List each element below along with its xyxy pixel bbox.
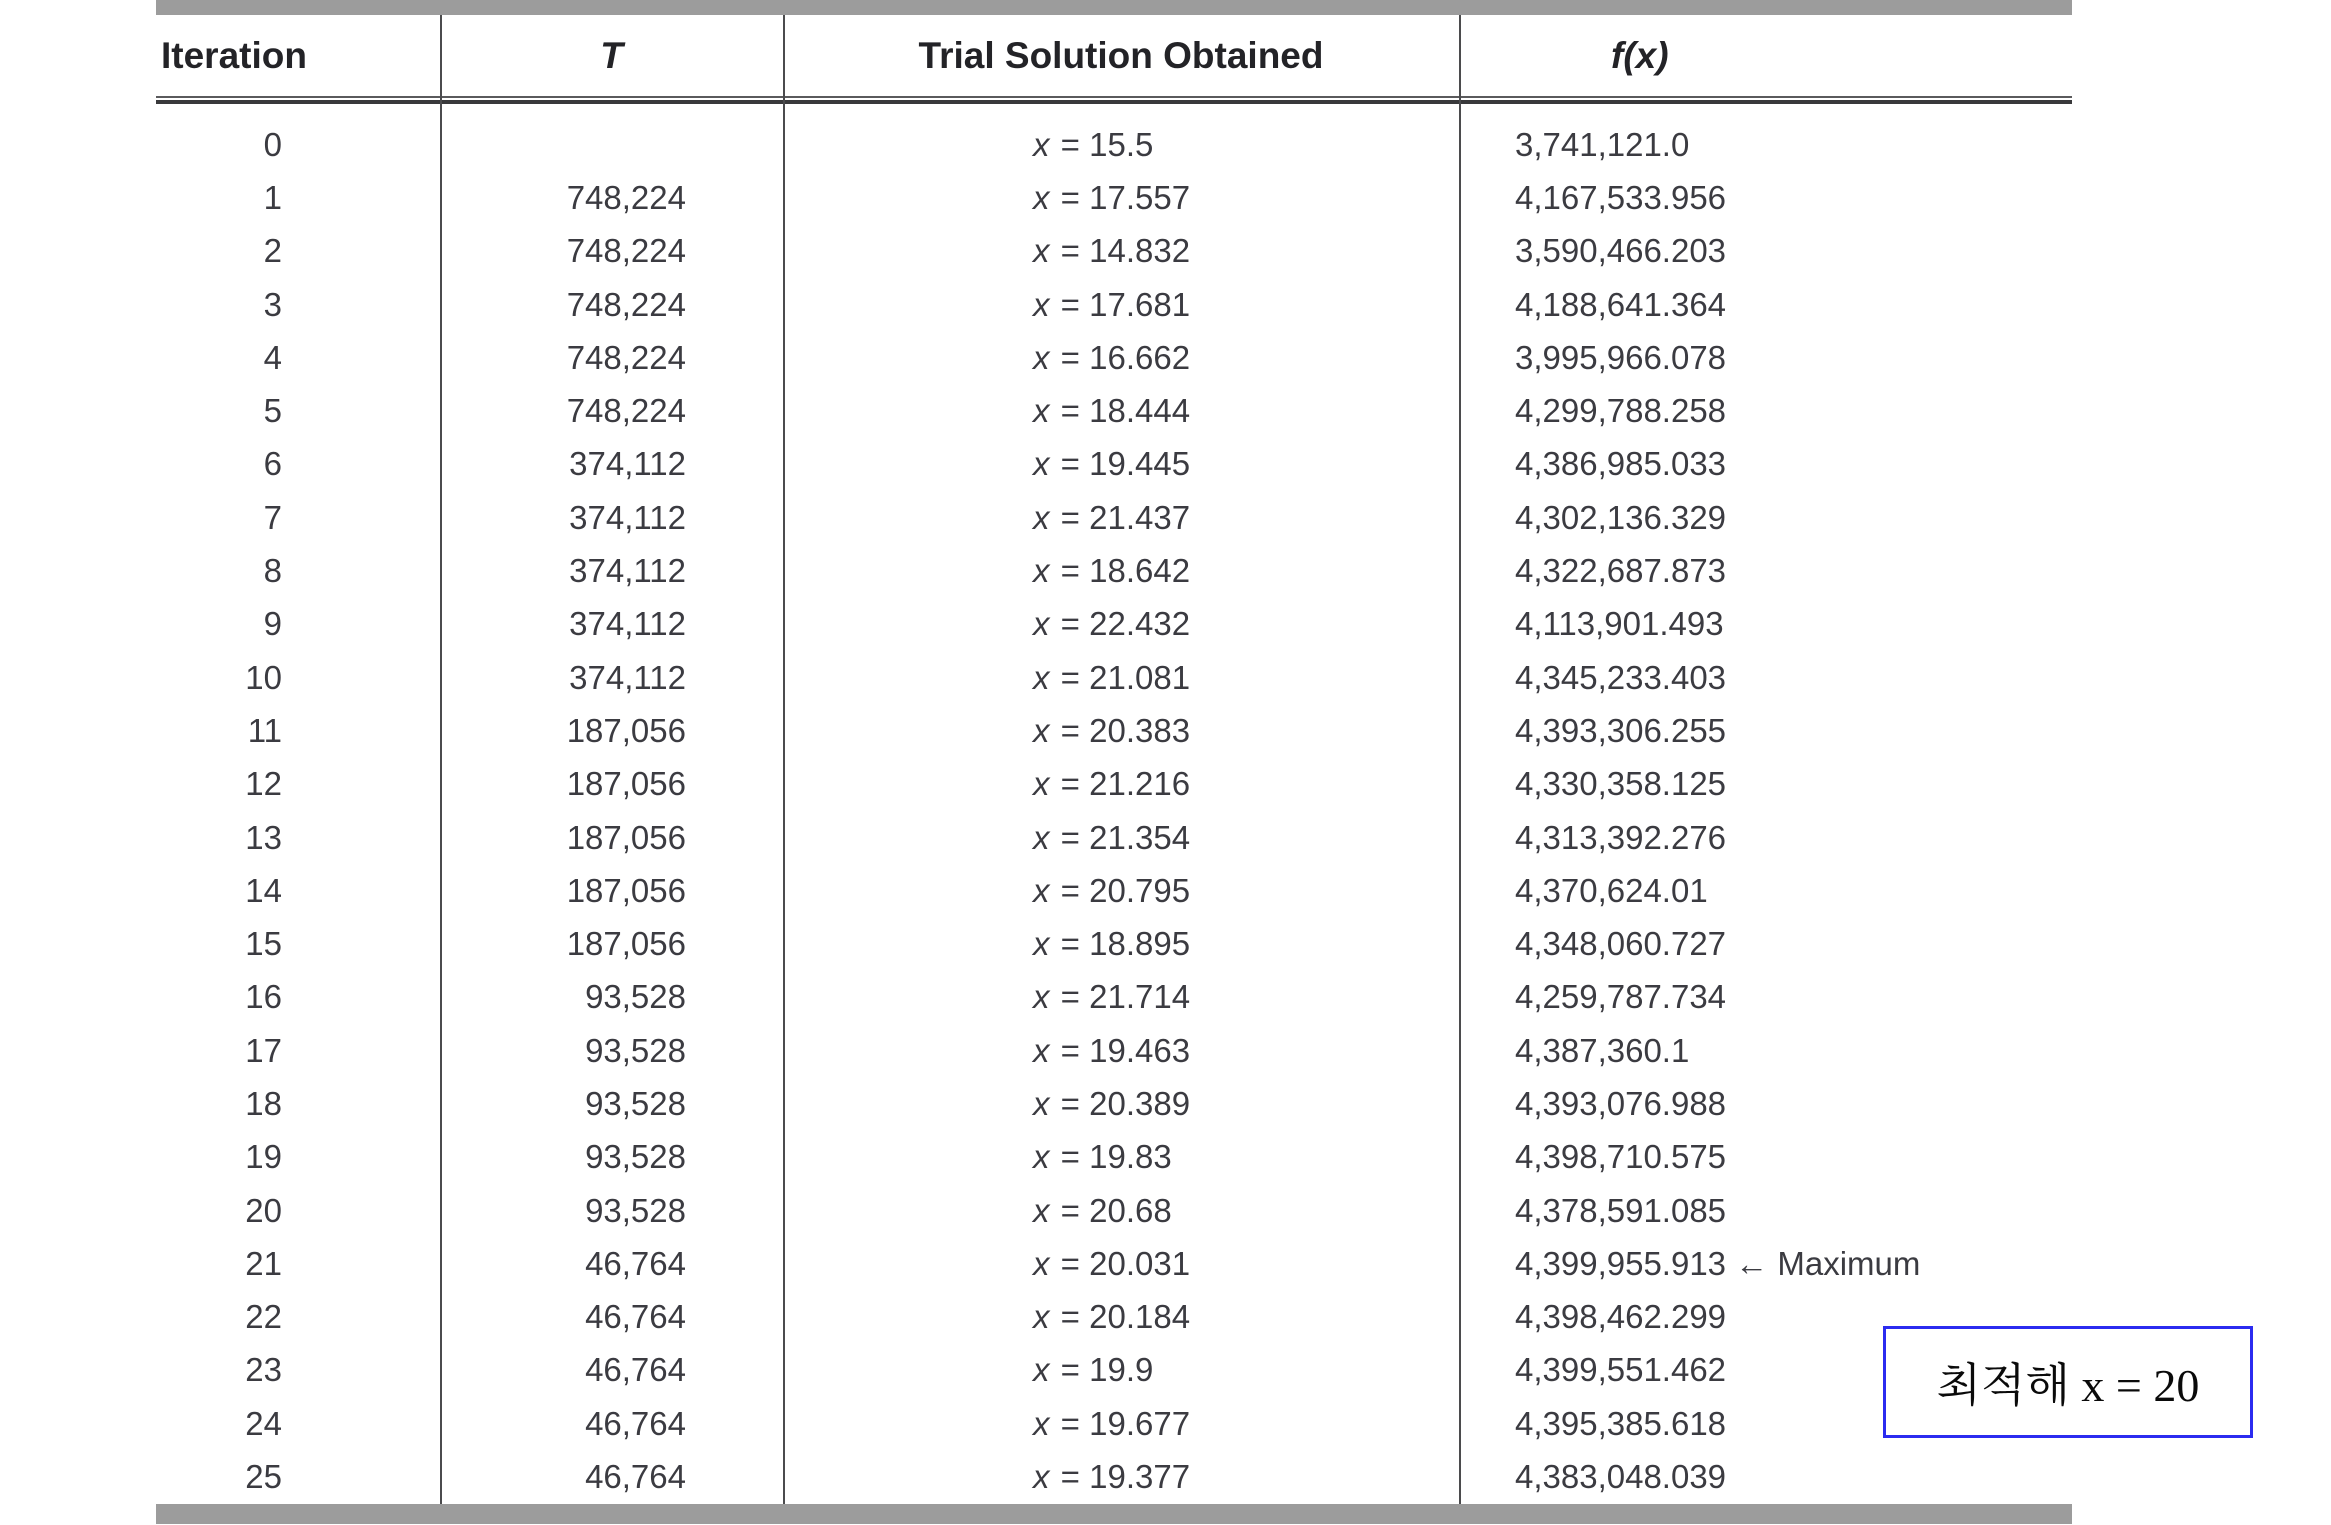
- cell-iteration: 13: [245, 818, 282, 856]
- cell-trial-solution: x = 19.83: [1033, 1138, 1172, 1176]
- table-top-rule: [156, 0, 2072, 15]
- cell-trial-solution: x = 18.895: [1033, 925, 1191, 963]
- table-row: [156, 1291, 2072, 1344]
- cell-iteration: 6: [263, 445, 282, 483]
- table-row: [156, 598, 2072, 651]
- cell-temperature: 374,112: [569, 605, 686, 643]
- cell-trial-solution: x = 20.795: [1033, 871, 1191, 909]
- table-row: [156, 811, 2072, 864]
- cell-iteration: 9: [263, 605, 282, 643]
- cell-temperature: 46,764: [585, 1404, 686, 1442]
- cell-temperature: 748,224: [566, 392, 686, 430]
- cell-trial-solution: x = 19.677: [1033, 1404, 1191, 1442]
- table-row: [156, 491, 2072, 544]
- cell-temperature: 374,112: [569, 658, 686, 696]
- table-row: [156, 278, 2072, 331]
- cell-trial-solution: x = 18.642: [1033, 552, 1191, 590]
- cell-iteration: 14: [245, 871, 282, 909]
- cell-fx-value: 4,302,136.329: [1515, 498, 1727, 536]
- header-temperature: T: [600, 34, 623, 76]
- cell-temperature: 93,528: [585, 1191, 686, 1229]
- cell-fx-value: 4,383,048.039: [1515, 1458, 1727, 1496]
- cell-trial-solution: x = 17.681: [1033, 285, 1191, 323]
- cell-fx-value: 4,188,641.364: [1515, 285, 1727, 323]
- cell-temperature: 187,056: [566, 818, 686, 856]
- x-variable: x: [1033, 605, 1050, 643]
- cell-fx-value: 4,167,533.956: [1515, 178, 1727, 216]
- cell-trial-solution: x = 20.031: [1033, 1244, 1191, 1282]
- cell-iteration: 16: [245, 978, 282, 1016]
- table-row: [156, 917, 2072, 970]
- cell-iteration: 11: [247, 711, 282, 749]
- table-header-row: [156, 15, 2072, 96]
- cell-fx-value: 4,259,787.734: [1515, 978, 1727, 1016]
- x-variable: x: [1033, 978, 1050, 1016]
- header-iteration: Iteration: [161, 34, 307, 76]
- header-fx: f(x): [1611, 34, 1669, 76]
- cell-temperature: 374,112: [569, 552, 686, 590]
- cell-trial-solution: x = 14.832: [1033, 232, 1191, 270]
- cell-temperature: 46,764: [585, 1458, 686, 1496]
- cell-fx-value: 4,322,687.873: [1515, 552, 1727, 590]
- x-variable: x: [1033, 711, 1050, 749]
- cell-trial-solution: x = 21.437: [1033, 498, 1191, 536]
- cell-iteration: 18: [245, 1084, 282, 1122]
- x-variable: x: [1033, 818, 1050, 856]
- cell-fx-value: 4,395,385.618: [1515, 1404, 1727, 1442]
- cell-temperature: 748,224: [566, 338, 686, 376]
- cell-temperature: 93,528: [585, 1031, 686, 1069]
- cell-trial-solution: x = 21.354: [1033, 818, 1191, 856]
- cell-fx-value: 4,348,060.727: [1515, 925, 1727, 963]
- table-row: [156, 1450, 2072, 1503]
- column-divider-1: [440, 15, 442, 1504]
- x-variable: x: [1033, 1298, 1050, 1336]
- table-row: [156, 225, 2072, 278]
- x-variable: x: [1033, 338, 1050, 376]
- cell-temperature: 46,764: [585, 1351, 686, 1389]
- cell-trial-solution: x = 19.463: [1033, 1031, 1191, 1069]
- cell-fx-value: 4,399,551.462: [1515, 1351, 1727, 1389]
- cell-iteration: 2: [263, 232, 282, 270]
- table-row: [156, 1397, 2072, 1450]
- cell-iteration: 10: [245, 658, 282, 696]
- cell-trial-solution: x = 19.445: [1033, 445, 1191, 483]
- cell-temperature: 187,056: [566, 711, 686, 749]
- x-variable: x: [1033, 232, 1050, 270]
- cell-temperature: 374,112: [569, 445, 686, 483]
- x-variable: x: [1033, 178, 1050, 216]
- cell-fx-value: 3,590,466.203: [1515, 232, 1727, 270]
- cell-iteration: 24: [245, 1404, 282, 1442]
- cell-trial-solution: x = 15.5: [1033, 125, 1154, 163]
- cell-trial-solution: x = 17.557: [1033, 178, 1191, 216]
- x-variable: x: [1033, 765, 1050, 803]
- x-variable: x: [1033, 1031, 1050, 1069]
- x-variable: x: [1033, 1138, 1050, 1176]
- cell-fx-value: 4,399,955.913 ← Maximum: [1515, 1244, 1921, 1282]
- x-variable: x: [1033, 1191, 1050, 1229]
- x-variable: x: [1033, 392, 1050, 430]
- x-variable: x: [1033, 285, 1050, 323]
- table-row: [156, 118, 2072, 171]
- table-row: [156, 1131, 2072, 1184]
- table-row: [156, 704, 2072, 757]
- x-variable: x: [1033, 498, 1050, 536]
- table-row: [156, 544, 2072, 597]
- x-variable: x: [1033, 871, 1050, 909]
- table-row: [156, 1344, 2072, 1397]
- cell-iteration: 23: [245, 1351, 282, 1389]
- cell-iteration: 1: [263, 178, 282, 216]
- header-trial-solution: Trial Solution Obtained: [918, 34, 1324, 76]
- cell-fx-value: 4,313,392.276: [1515, 818, 1727, 856]
- cell-trial-solution: x = 20.184: [1033, 1298, 1191, 1336]
- cell-fx-value: 4,398,710.575: [1515, 1138, 1727, 1176]
- cell-iteration: 22: [245, 1298, 282, 1336]
- optimal-solution-annotation: [1883, 1326, 2253, 1438]
- cell-iteration: 0: [263, 125, 282, 163]
- cell-temperature: 93,528: [585, 978, 686, 1016]
- cell-temperature: 748,224: [566, 285, 686, 323]
- cell-temperature: 748,224: [566, 178, 686, 216]
- cell-fx-value: 4,378,591.085: [1515, 1191, 1727, 1229]
- cell-temperature: 187,056: [566, 765, 686, 803]
- cell-trial-solution: x = 22.432: [1033, 605, 1191, 643]
- cell-iteration: 19: [245, 1138, 282, 1176]
- cell-fx-value: 4,113,901.493: [1515, 605, 1724, 643]
- table-row: [156, 864, 2072, 917]
- cell-trial-solution: x = 20.68: [1033, 1191, 1172, 1229]
- cell-fx-value: 4,393,076.988: [1515, 1084, 1727, 1122]
- x-variable: x: [1033, 552, 1050, 590]
- table-body: [156, 104, 2072, 1504]
- cell-temperature: 187,056: [566, 871, 686, 909]
- simulated-annealing-table: [156, 0, 2072, 1524]
- cell-temperature: 46,764: [585, 1298, 686, 1336]
- cell-fx-value: 3,741,121.0: [1515, 125, 1690, 163]
- cell-temperature: 93,528: [585, 1084, 686, 1122]
- cell-iteration: 21: [245, 1244, 282, 1282]
- cell-fx-value: 4,398,462.299: [1515, 1298, 1727, 1336]
- cell-trial-solution: x = 20.383: [1033, 711, 1191, 749]
- table-row: [156, 384, 2072, 437]
- cell-trial-solution: x = 21.216: [1033, 765, 1191, 803]
- x-variable: x: [1033, 658, 1050, 696]
- cell-temperature: 46,764: [585, 1244, 686, 1282]
- cell-iteration: 3: [263, 285, 282, 323]
- table-row: [156, 1237, 2072, 1290]
- cell-trial-solution: x = 19.9: [1033, 1351, 1154, 1389]
- column-divider-2: [783, 15, 785, 1504]
- x-variable: x: [1033, 1084, 1050, 1122]
- cell-iteration: 25: [245, 1458, 282, 1496]
- header-divider-rule: [156, 96, 2072, 104]
- cell-fx-value: 3,995,966.078: [1515, 338, 1727, 376]
- cell-iteration: 15: [245, 925, 282, 963]
- table-row: [156, 438, 2072, 491]
- cell-trial-solution: x = 19.377: [1033, 1458, 1191, 1496]
- x-variable: x: [1033, 1351, 1050, 1389]
- table-row: [156, 758, 2072, 811]
- table-row: [156, 651, 2072, 704]
- optimal-solution-text: 최적해 x = 20: [1936, 1360, 2200, 1411]
- cell-trial-solution: x = 20.389: [1033, 1084, 1191, 1122]
- cell-iteration: 5: [263, 392, 282, 430]
- cell-fx-value: 4,330,358.125: [1515, 765, 1727, 803]
- cell-trial-solution: x = 21.714: [1033, 978, 1191, 1016]
- table-row: [156, 1077, 2072, 1130]
- cell-trial-solution: x = 18.444: [1033, 392, 1191, 430]
- cell-iteration: 7: [263, 498, 282, 536]
- maximum-arrow-note: ← Maximum: [1726, 1244, 1921, 1282]
- x-variable: x: [1033, 1244, 1050, 1282]
- x-variable: x: [1033, 1404, 1050, 1442]
- table-row: [156, 171, 2072, 224]
- table-row: [156, 1024, 2072, 1077]
- cell-temperature: 187,056: [566, 925, 686, 963]
- x-variable: x: [1033, 925, 1050, 963]
- cell-iteration: 12: [245, 765, 282, 803]
- x-variable: x: [1033, 125, 1050, 163]
- cell-fx-value: 4,387,360.1: [1515, 1031, 1690, 1069]
- cell-iteration: 20: [245, 1191, 282, 1229]
- cell-fx-value: 4,345,233.403: [1515, 658, 1727, 696]
- cell-temperature: 93,528: [585, 1138, 686, 1176]
- cell-temperature: 748,224: [566, 232, 686, 270]
- cell-fx-value: 4,386,985.033: [1515, 445, 1727, 483]
- cell-iteration: 17: [245, 1031, 282, 1069]
- cell-iteration: 8: [263, 552, 282, 590]
- cell-fx-value: 4,370,624.01: [1515, 871, 1708, 909]
- x-variable: x: [1033, 445, 1050, 483]
- column-divider-3: [1459, 15, 1461, 1504]
- cell-iteration: 4: [263, 338, 282, 376]
- cell-fx-value: 4,299,788.258: [1515, 392, 1727, 430]
- cell-temperature: 374,112: [569, 498, 686, 536]
- table-bottom-rule: [156, 1504, 2072, 1524]
- cell-fx-value: 4,393,306.255: [1515, 711, 1727, 749]
- x-variable: x: [1033, 1458, 1050, 1496]
- table-row: [156, 971, 2072, 1024]
- cell-trial-solution: x = 21.081: [1033, 658, 1191, 696]
- table-row: [156, 1184, 2072, 1237]
- cell-trial-solution: x = 16.662: [1033, 338, 1191, 376]
- table-row: [156, 331, 2072, 384]
